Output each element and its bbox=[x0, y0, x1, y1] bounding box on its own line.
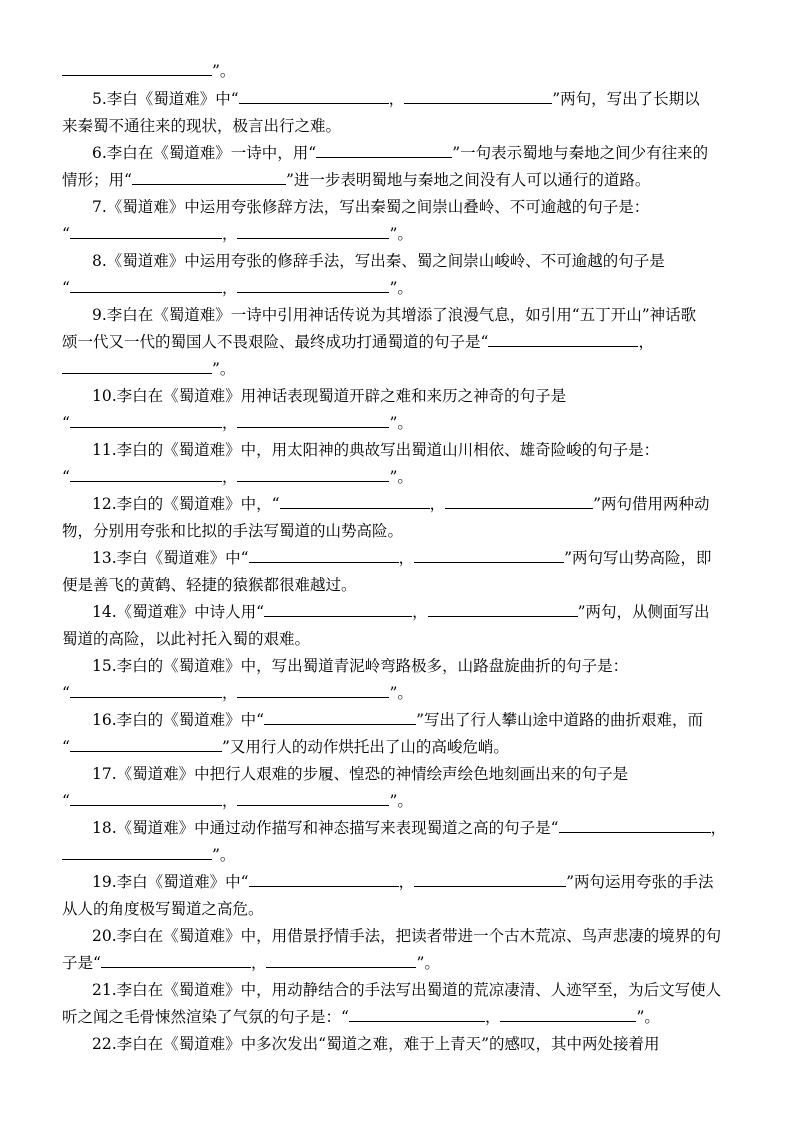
answer-blank[interactable] bbox=[237, 788, 389, 806]
answer-blank[interactable] bbox=[445, 491, 593, 509]
question-15-answer: “ ， ”。 bbox=[62, 680, 413, 706]
answer-blank[interactable] bbox=[237, 410, 389, 428]
question-12: 12.李白的《蜀道难》中，“ ， ”两句借用两种动 bbox=[92, 491, 710, 517]
answer-blank[interactable] bbox=[237, 680, 389, 698]
answer-blank[interactable] bbox=[266, 950, 416, 968]
answer-blank[interactable] bbox=[414, 869, 566, 887]
question-21: 21.李白在《蜀道难》中，用动静结合的手法写出蜀道的荒凉凄清、人迹罕至，为后文写使人 bbox=[92, 981, 722, 999]
answer-blank[interactable] bbox=[62, 58, 212, 76]
answer-blank[interactable] bbox=[101, 950, 251, 968]
question-15: 15.李白的《蜀道难》中，写出蜀道青泥岭弯路极多，山路盘旋曲折的句子是： bbox=[92, 657, 629, 675]
answer-blank[interactable] bbox=[62, 842, 212, 860]
question-22: 22.李白在《蜀道难》中多次发出“蜀道之难，难于上青天”的感叹，其中两处接着用 bbox=[92, 1035, 660, 1053]
answer-blank[interactable] bbox=[500, 1004, 636, 1022]
answer-blank[interactable] bbox=[264, 707, 416, 725]
question-20: 20.李白在《蜀道难》中，用借景抒情手法，把读者带进一个古木荒凉、鸟声悲凄的境界的句 bbox=[92, 927, 722, 945]
question-21-cont: 听之闻之毛骨悚然渲染了气氛的句子是：“ ， ”。 bbox=[62, 1004, 660, 1030]
answer-blank[interactable] bbox=[414, 545, 564, 563]
question-12-cont: 物，分别用夸张和比拟的手法写蜀道的山势高险。 bbox=[62, 522, 404, 540]
answer-blank[interactable] bbox=[239, 86, 389, 104]
answer-blank[interactable] bbox=[404, 86, 552, 104]
carryover-line: ”。 bbox=[62, 58, 235, 84]
answer-blank[interactable] bbox=[237, 275, 389, 293]
answer-blank[interactable] bbox=[70, 275, 222, 293]
question-10: 10.李白在《蜀道难》用神话表现蜀道开辟之难和来历之神奇的句子是 bbox=[92, 387, 567, 405]
answer-blank[interactable] bbox=[488, 329, 638, 347]
answer-blank[interactable] bbox=[264, 599, 412, 617]
question-17-answer: “ ， ”。 bbox=[62, 788, 413, 814]
answer-blank[interactable] bbox=[316, 140, 452, 158]
question-18-cont: ”。 bbox=[62, 842, 235, 868]
question-6-cont: 情形；用“ ”进一步表明蜀地与秦地之间没有人可以通行的道路。 bbox=[62, 167, 650, 193]
question-13-cont: 便是善飞的黄鹤、轻捷的猿猴都很难越过。 bbox=[62, 576, 357, 594]
question-9-cont2: ”。 bbox=[62, 356, 235, 382]
answer-blank[interactable] bbox=[70, 734, 222, 752]
answer-blank[interactable] bbox=[70, 788, 222, 806]
answer-blank[interactable] bbox=[70, 410, 222, 428]
question-7-answer: “ ， ”。 bbox=[62, 221, 413, 247]
answer-blank[interactable] bbox=[249, 869, 399, 887]
answer-blank[interactable] bbox=[249, 545, 399, 563]
question-9-cont: 颂一代又一代的蜀国人不畏艰险、最终成功打通蜀道的句子是“ ， bbox=[62, 329, 654, 355]
question-14-cont: 蜀道的高险，以此衬托入蜀的艰难。 bbox=[62, 630, 311, 648]
question-14: 14.《蜀道难》中诗人用“ ， ”两句，从侧面写出 bbox=[92, 599, 710, 625]
question-11-answer: “ ， ”。 bbox=[62, 464, 413, 490]
question-16-cont: “ ”又用行人的动作烘托出了山的高峻危峭。 bbox=[62, 734, 509, 760]
question-11: 11.李白的《蜀道难》中，用太阳神的典故写出蜀道山川相依、雄奇险峻的句子是： bbox=[92, 441, 660, 459]
question-16: 16.李白的《蜀道难》中“ ”写出了行人攀山途中道路的曲折艰难，而 bbox=[92, 707, 703, 733]
question-19: 19.李白《蜀道难》中“ ， ”两句运用夸张的手法 bbox=[92, 869, 714, 895]
answer-blank[interactable] bbox=[70, 221, 222, 239]
question-13: 13.李白《蜀道难》中“ ， ”两句写山势高险，即 bbox=[92, 545, 712, 571]
question-18: 18.《蜀道难》中通过动作描写和神态描写来表现蜀道之高的句子是“ ， bbox=[92, 815, 726, 841]
answer-blank[interactable] bbox=[132, 167, 286, 185]
answer-blank[interactable] bbox=[559, 815, 711, 833]
question-7: 7.《蜀道难》中运用夸张修辞方法，写出秦蜀之间崇山叠岭、不可逾越的句子是： bbox=[92, 198, 650, 216]
answer-blank[interactable] bbox=[237, 221, 389, 239]
question-8-answer: “ ， ”。 bbox=[62, 275, 413, 301]
question-6: 6.李白在《蜀道难》一诗中，用“ ”一句表示蜀地与秦地之间少有往来的 bbox=[92, 140, 708, 166]
question-10-answer: “ ， ”。 bbox=[62, 410, 413, 436]
question-9: 9.李白在《蜀道难》一诗中引用神话传说为其增添了浪漫气息，如引用“五丁开山”神话歌 bbox=[92, 306, 697, 324]
question-19-cont: 从人的角度极写蜀道之高危。 bbox=[62, 900, 264, 918]
question-20-cont: 子是“ ， ”。 bbox=[62, 950, 440, 976]
answer-blank[interactable] bbox=[70, 464, 222, 482]
answer-blank[interactable] bbox=[62, 356, 212, 374]
question-5-cont: 来秦蜀不通往来的现状，极言出行之难。 bbox=[62, 117, 342, 135]
answer-blank[interactable] bbox=[70, 680, 222, 698]
answer-blank[interactable] bbox=[349, 1004, 485, 1022]
answer-blank[interactable] bbox=[237, 464, 389, 482]
question-8: 8.《蜀道难》中运用夸张的修辞手法，写出秦、蜀之间崇山峻岭、不可逾越的句子是 bbox=[92, 252, 665, 270]
answer-blank[interactable] bbox=[280, 491, 430, 509]
answer-blank[interactable] bbox=[428, 599, 578, 617]
question-5: 5.李白《蜀道难》中“ ， ”两句，写出了长期以 bbox=[92, 86, 700, 112]
question-17: 17.《蜀道难》中把行人艰难的步履、惶恐的神情绘声绘色地刻画出来的句子是 bbox=[92, 765, 629, 783]
